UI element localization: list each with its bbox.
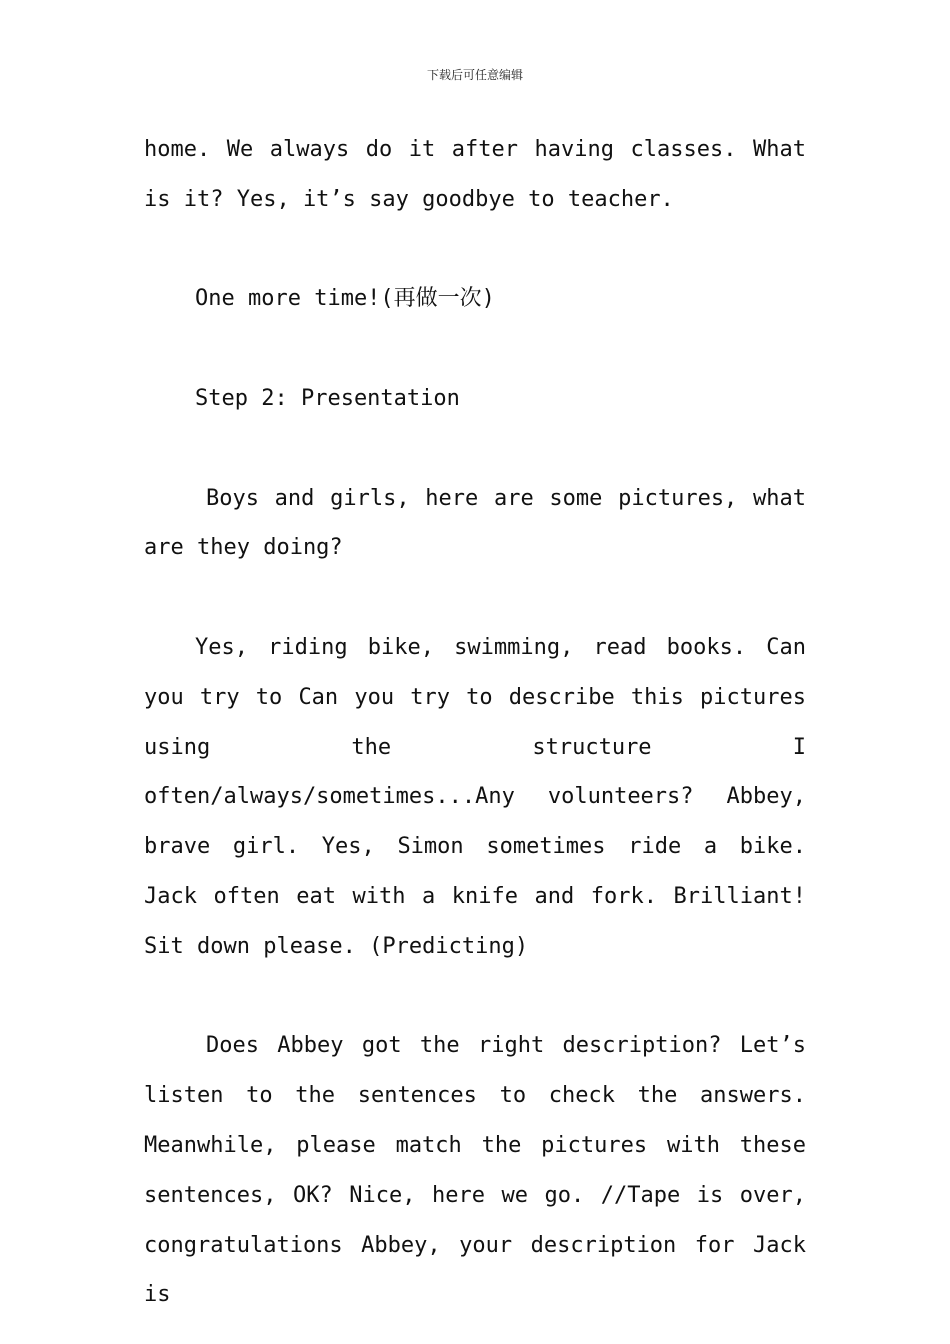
step-heading: Step 2: Presentation [195, 385, 460, 411]
paragraph-describe-pictures: Yes, riding bike, swimming, read books. Can you try to Can you try to describe this pictures using the structure I often/always/sometimes...Any volunteers? Abbey, brave girl. Yes, Simon sometimes ride a bike. Jack often eat with a knife and fork. Brilliant! Sit down please. (Predicting) [144, 634, 806, 959]
document-body [144, 125, 806, 1320]
paragraph-goodbye: home. We always do it after having classes. What is it? Yes, it’s say goodbye to teacher. [144, 137, 806, 212]
paragraph-pictures-question: Boys and girls, here are some pictures, what are they doing? [144, 485, 806, 561]
paragraph-one-more-time: One more time!(再做一次) [195, 286, 495, 312]
paragraph-listen-check: Does Abbey got the right description? Let’s listen to the sentences to check the answers. Meanwhile, please match the pictures with these sentences, OK? Nice, here we go. //Tape is over, congratulations Abbey, your description for Jack is [144, 1033, 806, 1308]
page-header-note: 下载后可任意编辑 [426, 68, 523, 82]
